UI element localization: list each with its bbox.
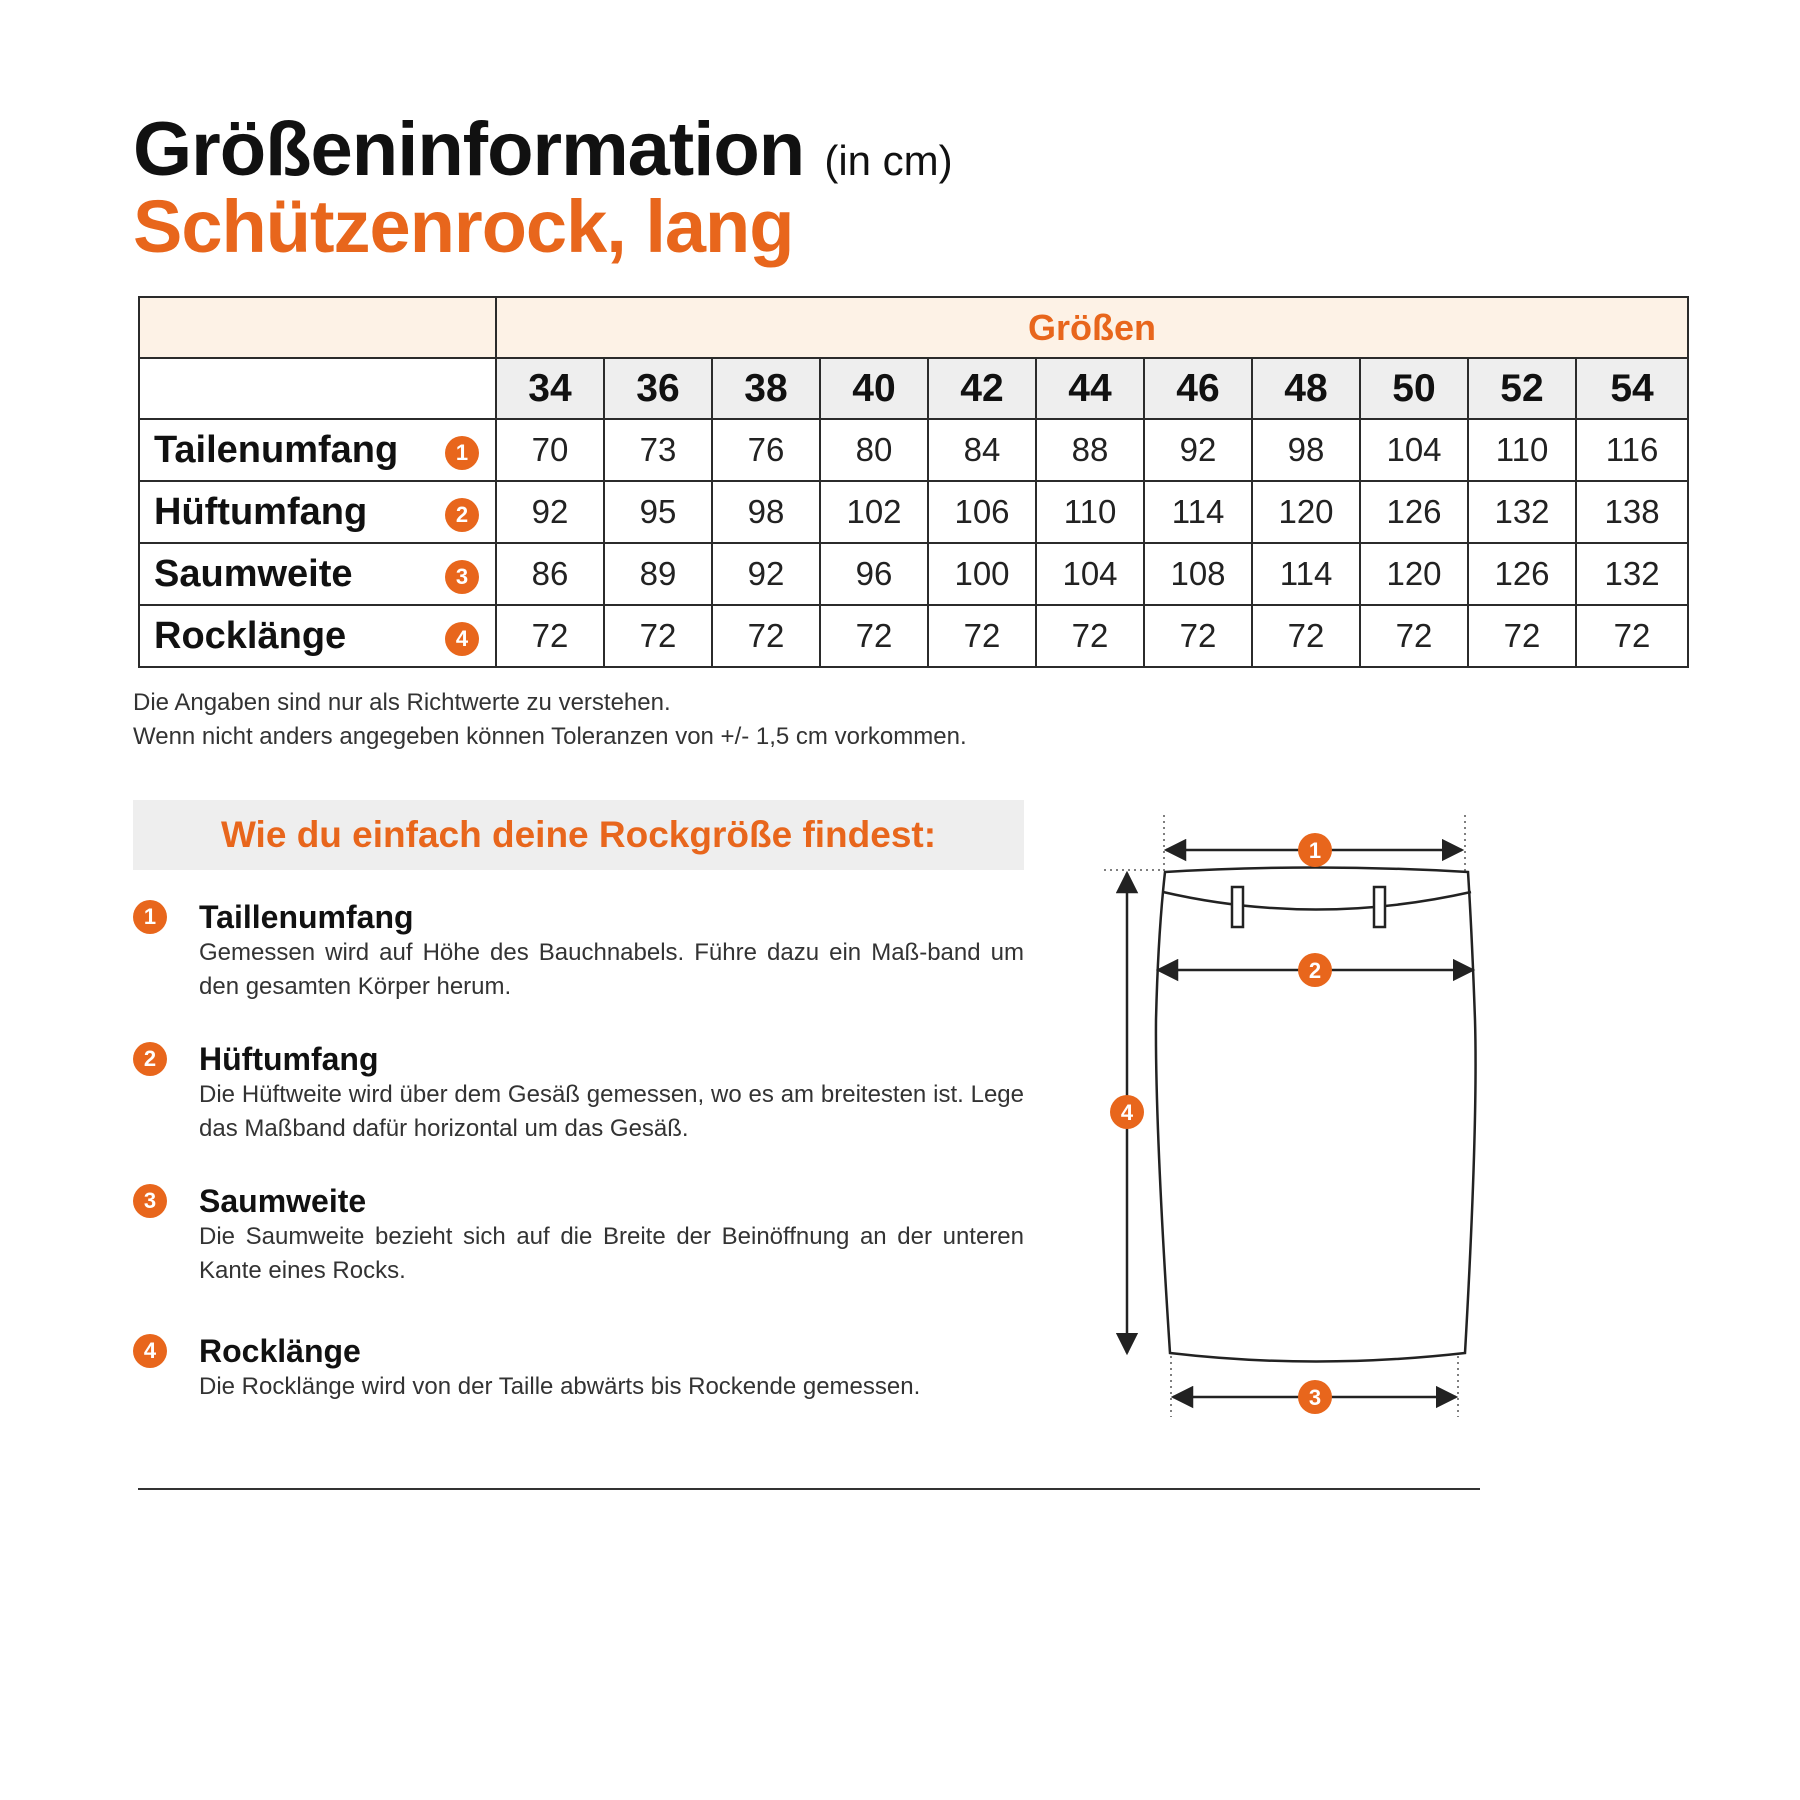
howto-header [133,800,1024,870]
number-badge: 3 [133,1184,167,1218]
size-header: 50 [1360,358,1468,419]
value-cell: 110 [1036,481,1144,543]
diagram-label: 2 [1308,958,1322,983]
step-text: Die Hüftweite wird über dem Gesäß gemessen, wo es am breitesten ist. Lege das Maßband dafür horizontal um das Gesäß. [199,1081,1024,1142]
title-text: Größeninformation [133,107,805,192]
value-cell: 72 [1144,605,1252,667]
step-length [133,1332,1024,1404]
value-cell: 84 [928,419,1036,481]
value-cell: 132 [1576,543,1688,605]
value-cell: 114 [1252,543,1360,605]
value-cell: 92 [496,481,604,543]
disclaimer-line: Wenn nicht anders angegeben können Toleranzen von +/- 1,5 cm vorkommen. [133,723,967,750]
value-cell: 95 [604,481,712,543]
size-header: 46 [1144,358,1252,419]
corner-cell [139,297,496,358]
value-cell: 114 [1144,481,1252,543]
diagram-label: 1 [1308,838,1322,863]
value-cell: 110 [1468,419,1576,481]
size-header: 48 [1252,358,1360,419]
value-cell: 72 [1360,605,1468,667]
row-label-text: Hüftumfang [154,491,368,534]
table-row-length [139,605,1688,667]
step-text: Die Rocklänge wird von der Taille abwärts bis Rockende gemessen. [199,1373,921,1400]
value-cell: 72 [1576,605,1688,667]
value-cell: 72 [604,605,712,667]
row-label-text: Tailenumfang [154,429,399,472]
value-cell: 72 [712,605,820,667]
number-badge: 2 [133,1042,167,1076]
number-badge [1110,1095,1144,1129]
number-badge: 4 [133,1334,167,1368]
value-cell: 126 [1468,543,1576,605]
disclaimer [133,686,967,754]
value-cell: 92 [1144,419,1252,481]
value-cell: 70 [496,419,604,481]
number-badge [1298,953,1332,987]
title-unit: (in cm) [824,137,953,184]
row-label [139,419,496,481]
number-badge [1298,833,1332,867]
value-cell: 72 [928,605,1036,667]
skirt-outline [1156,868,1476,1362]
row-label-text: Rocklänge [154,615,347,658]
value-cell: 120 [1360,543,1468,605]
step-text: Die Saumweite bezieht sich auf die Breite der Beinöffnung an der unteren Kante eines Rocks. [199,1223,1024,1284]
diagram-label: 3 [1308,1385,1322,1410]
value-cell: 89 [604,543,712,605]
size-header: 52 [1468,358,1576,419]
value-cell: 116 [1576,419,1688,481]
value-cell: 72 [496,605,604,667]
value-cell: 96 [820,543,928,605]
value-cell: 86 [496,543,604,605]
sizes-group-header: Größen [496,297,1688,358]
skirt-diagram [1100,805,1500,1425]
size-table [138,296,1689,668]
size-header: 54 [1576,358,1688,419]
size-header: 40 [820,358,928,419]
group-header-row [139,297,1688,358]
step-title: Rocklänge [199,1333,361,1369]
number-badge [1298,1380,1332,1414]
step-title: Hüftumfang [199,1041,379,1077]
number-badge: 1 [133,900,167,934]
number-badge: 2 [445,498,479,532]
value-cell: 98 [712,481,820,543]
value-cell: 102 [820,481,928,543]
row-label [139,481,496,543]
table-row-waist [139,419,1688,481]
step-text: Gemessen wird auf Höhe des Bauchnabels. Führe dazu ein Maß-band um den gesamten Körper herum. [199,939,1024,1000]
diagram-label: 4 [1120,1100,1134,1125]
value-cell: 126 [1360,481,1468,543]
value-cell: 120 [1252,481,1360,543]
howto-title: Wie du einfach deine Rockgröße findest: [220,814,937,855]
value-cell: 98 [1252,419,1360,481]
value-cell: 138 [1576,481,1688,543]
value-cell: 72 [820,605,928,667]
value-cell: 80 [820,419,928,481]
row-label-text: Saumweite [154,553,353,596]
size-header-row [139,358,1688,419]
value-cell: 104 [1360,419,1468,481]
blank-label-cell [139,358,496,419]
value-cell: 132 [1468,481,1576,543]
value-cell: 106 [928,481,1036,543]
step-title: Saumweite [199,1183,367,1219]
size-header: 44 [1036,358,1144,419]
number-badge: 1 [445,436,479,470]
product-name: Schützenrock, lang [133,185,794,268]
table-row-hem [139,543,1688,605]
value-cell: 108 [1144,543,1252,605]
size-header: 36 [604,358,712,419]
step-hip [133,1040,1024,1146]
step-waist [133,898,1024,1004]
value-cell: 73 [604,419,712,481]
value-cell: 100 [928,543,1036,605]
step-title: Taillenumfang [199,899,414,935]
table-row-hip [139,481,1688,543]
value-cell: 72 [1468,605,1576,667]
value-cell: 88 [1036,419,1144,481]
value-cell: 72 [1252,605,1360,667]
disclaimer-line: Die Angaben sind nur als Richtwerte zu verstehen. [133,689,671,716]
number-badge: 4 [445,622,479,656]
size-header: 42 [928,358,1036,419]
size-header: 34 [496,358,604,419]
divider [138,1488,1480,1490]
value-cell: 76 [712,419,820,481]
value-cell: 104 [1036,543,1144,605]
row-label [139,543,496,605]
row-label [139,605,496,667]
page-title [133,107,953,192]
value-cell: 72 [1036,605,1144,667]
size-header: 38 [712,358,820,419]
value-cell: 92 [712,543,820,605]
number-badge: 3 [445,560,479,594]
step-hem [133,1182,1024,1288]
